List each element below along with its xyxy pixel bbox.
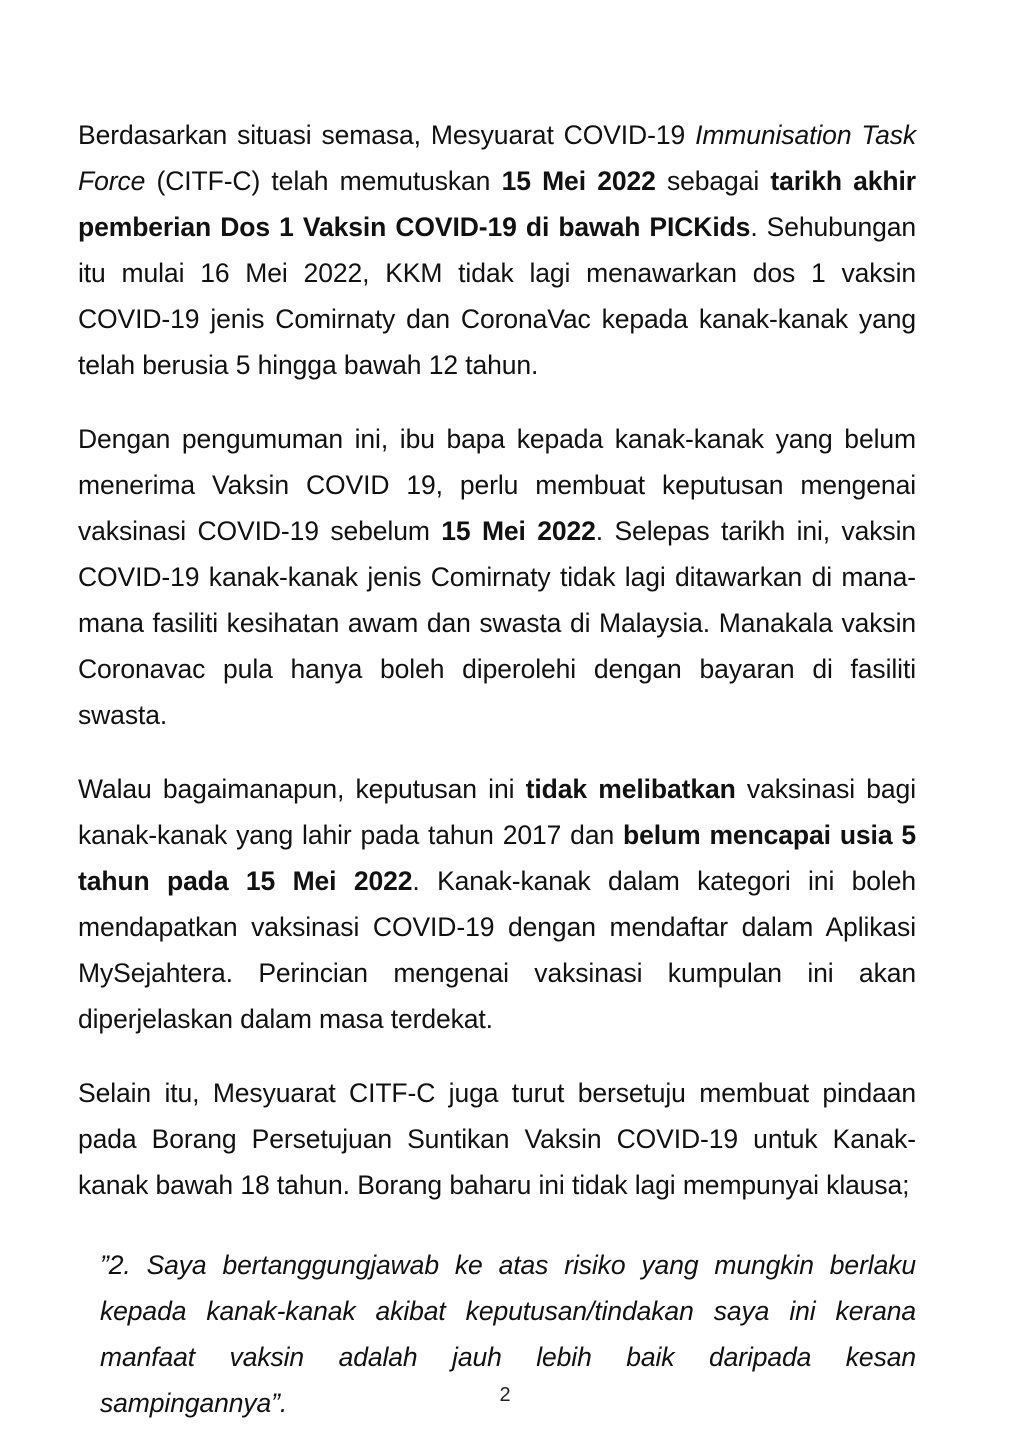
text-run-normal: Dengan pengumuman ini, ibu bapa kepada kanak-kanak yang belum menerima Vaksin COVID 19, perlu membuat keputusan mengenai vaksinasi COVID-19 sebelum — [78, 424, 916, 546]
text-run-italic: Saya bertanggungjawab ke atas risiko yang mungkin berlaku kepada kanak-kanak akibat keputusan/tindakan saya ini kerana manfaat vaksin adalah jauh lebih baik daripada kesan sampingannya — [100, 1250, 917, 1418]
text-run-normal: ”. — [271, 1388, 288, 1418]
text-run-italic: Immunisation Task Force — [78, 120, 917, 196]
text-run-normal: . Kanak-kanak dalam kategori ini boleh mendapatkan vaksinasi COVID-19 dengan mendaftar dalam Aplikasi MySejahtera. Perincian mengenai vaksinasi kumpulan ini akan diperjelaskan dalam masa terdekat. — [78, 866, 916, 1034]
text-run-bold: 15 Mei 2022 — [501, 166, 656, 196]
document-body — [78, 112, 916, 1426]
paragraph-4 — [78, 1070, 916, 1208]
paragraph-3 — [78, 766, 916, 1042]
text-run-normal: ”2. — [100, 1250, 147, 1280]
text-run-normal: Selain itu, Mesyuarat CITF-C juga turut bersetuju membuat pindaan pada Borang Persetujuan Suntikan Vaksin COVID-19 untuk Kanak-kanak bawah 18 tahun. Borang baharu ini tidak lagi mempunyai klausa; — [78, 1078, 916, 1200]
text-run-normal: Walau bagaimanapun, keputusan ini — [78, 774, 526, 804]
text-run-bold: tidak melibatkan — [525, 774, 736, 804]
text-run-normal: (CITF-C) telah memutuskan — [145, 166, 502, 196]
text-run-normal: . Sehubungan itu mulai 16 Mei 2022, KKM tidak lagi menawarkan dos 1 vaksin COVID-19 jenis Comirnaty dan CoronaVac kepada kanak-kanak yang telah berusia 5 hingga bawah 12 tahun. — [78, 212, 917, 380]
page-number: 2 — [499, 1384, 511, 1406]
text-run-normal: Berdasarkan situasi semasa, Mesyuarat COVID-19 — [78, 120, 696, 150]
text-run-normal: . Selepas tarikh ini, vaksin COVID-19 kanak-kanak jenis Comirnaty tidak lagi ditawarkan di mana-mana fasiliti kesihatan awam dan swasta di Malaysia. Manakala vaksin Coronavac pula hanya boleh diperolehi dengan bayaran di fasiliti swasta. — [78, 516, 916, 730]
paragraph-2 — [78, 416, 916, 738]
text-run-bold: belum mencapai usia 5 tahun pada 15 Mei 2022 — [78, 820, 917, 896]
text-run-bold: 15 Mei 2022 — [441, 516, 596, 546]
text-run-normal: vaksinasi bagi kanak-kanak yang lahir pada tahun 2017 dan — [78, 774, 916, 850]
text-run-bold: tarikh akhir pemberian Dos 1 Vaksin COVID-19 di bawah PICKids — [78, 166, 916, 242]
text-run-normal: sebagai — [655, 166, 771, 196]
paragraph-1 — [78, 112, 916, 388]
